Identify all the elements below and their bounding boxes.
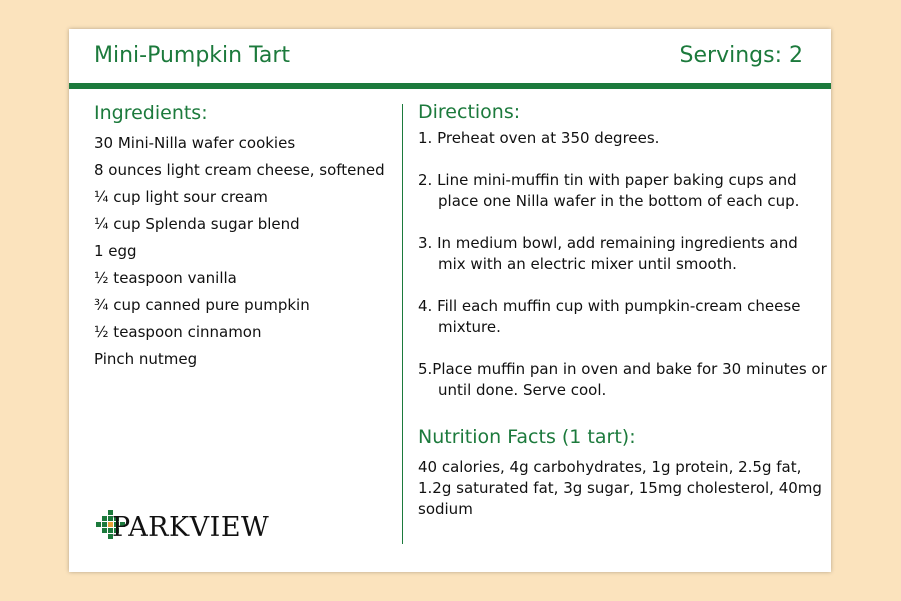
column-divider	[402, 104, 403, 544]
nutrition-facts: 40 calories, 4g carbohydrates, 1g protein, 2.5g fat, 1.2g saturated fat, 3g sugar, 15mg cholesterol, 40mg sodium	[418, 458, 822, 518]
recipe-card	[69, 29, 831, 572]
direction-step: 3. In medium bowl, add remaining ingredients and mix with an electric mixer until smooth.	[418, 234, 798, 273]
ingredient-item: 8 ounces light cream cheese, softened	[94, 161, 385, 179]
servings-label: Servings: 2	[679, 43, 803, 68]
directions-heading: Directions:	[418, 101, 521, 123]
ingredient-item: 30 Mini-Nilla wafer cookies	[94, 134, 296, 152]
ingredient-item: ½ teaspoon cinnamon	[94, 323, 262, 341]
ingredient-item: 1 egg	[94, 242, 137, 260]
direction-step: 2. Line mini-muffin tin with paper baking cups and place one Nilla wafer in the bottom of each cup.	[418, 171, 800, 210]
ingredient-item: Pinch nutmeg	[94, 350, 198, 368]
card-header	[69, 29, 831, 83]
nutrition-heading: Nutrition Facts (1 tart):	[418, 426, 636, 448]
direction-step: 5.Place muffin pan in oven and bake for 30 minutes or until done. Serve cool.	[418, 360, 827, 399]
header-divider	[69, 83, 831, 89]
ingredient-item: ¼ cup light sour cream	[94, 188, 268, 206]
ingredients-list	[94, 130, 385, 373]
directions-list	[418, 128, 828, 422]
brand-name: PARKVIEW	[112, 512, 270, 543]
ingredient-item: ¾ cup canned pure pumpkin	[94, 296, 310, 314]
ingredient-item: ½ teaspoon vanilla	[94, 269, 237, 287]
direction-step: 4. Fill each muffin cup with pumpkin-cream cheese mixture.	[418, 297, 801, 336]
direction-step: 1. Preheat oven at 350 degrees.	[418, 129, 660, 147]
ingredient-item: ¼ cup Splenda sugar blend	[94, 215, 300, 233]
ingredients-heading: Ingredients:	[94, 102, 208, 124]
recipe-title: Mini-Pumpkin Tart	[94, 43, 291, 68]
